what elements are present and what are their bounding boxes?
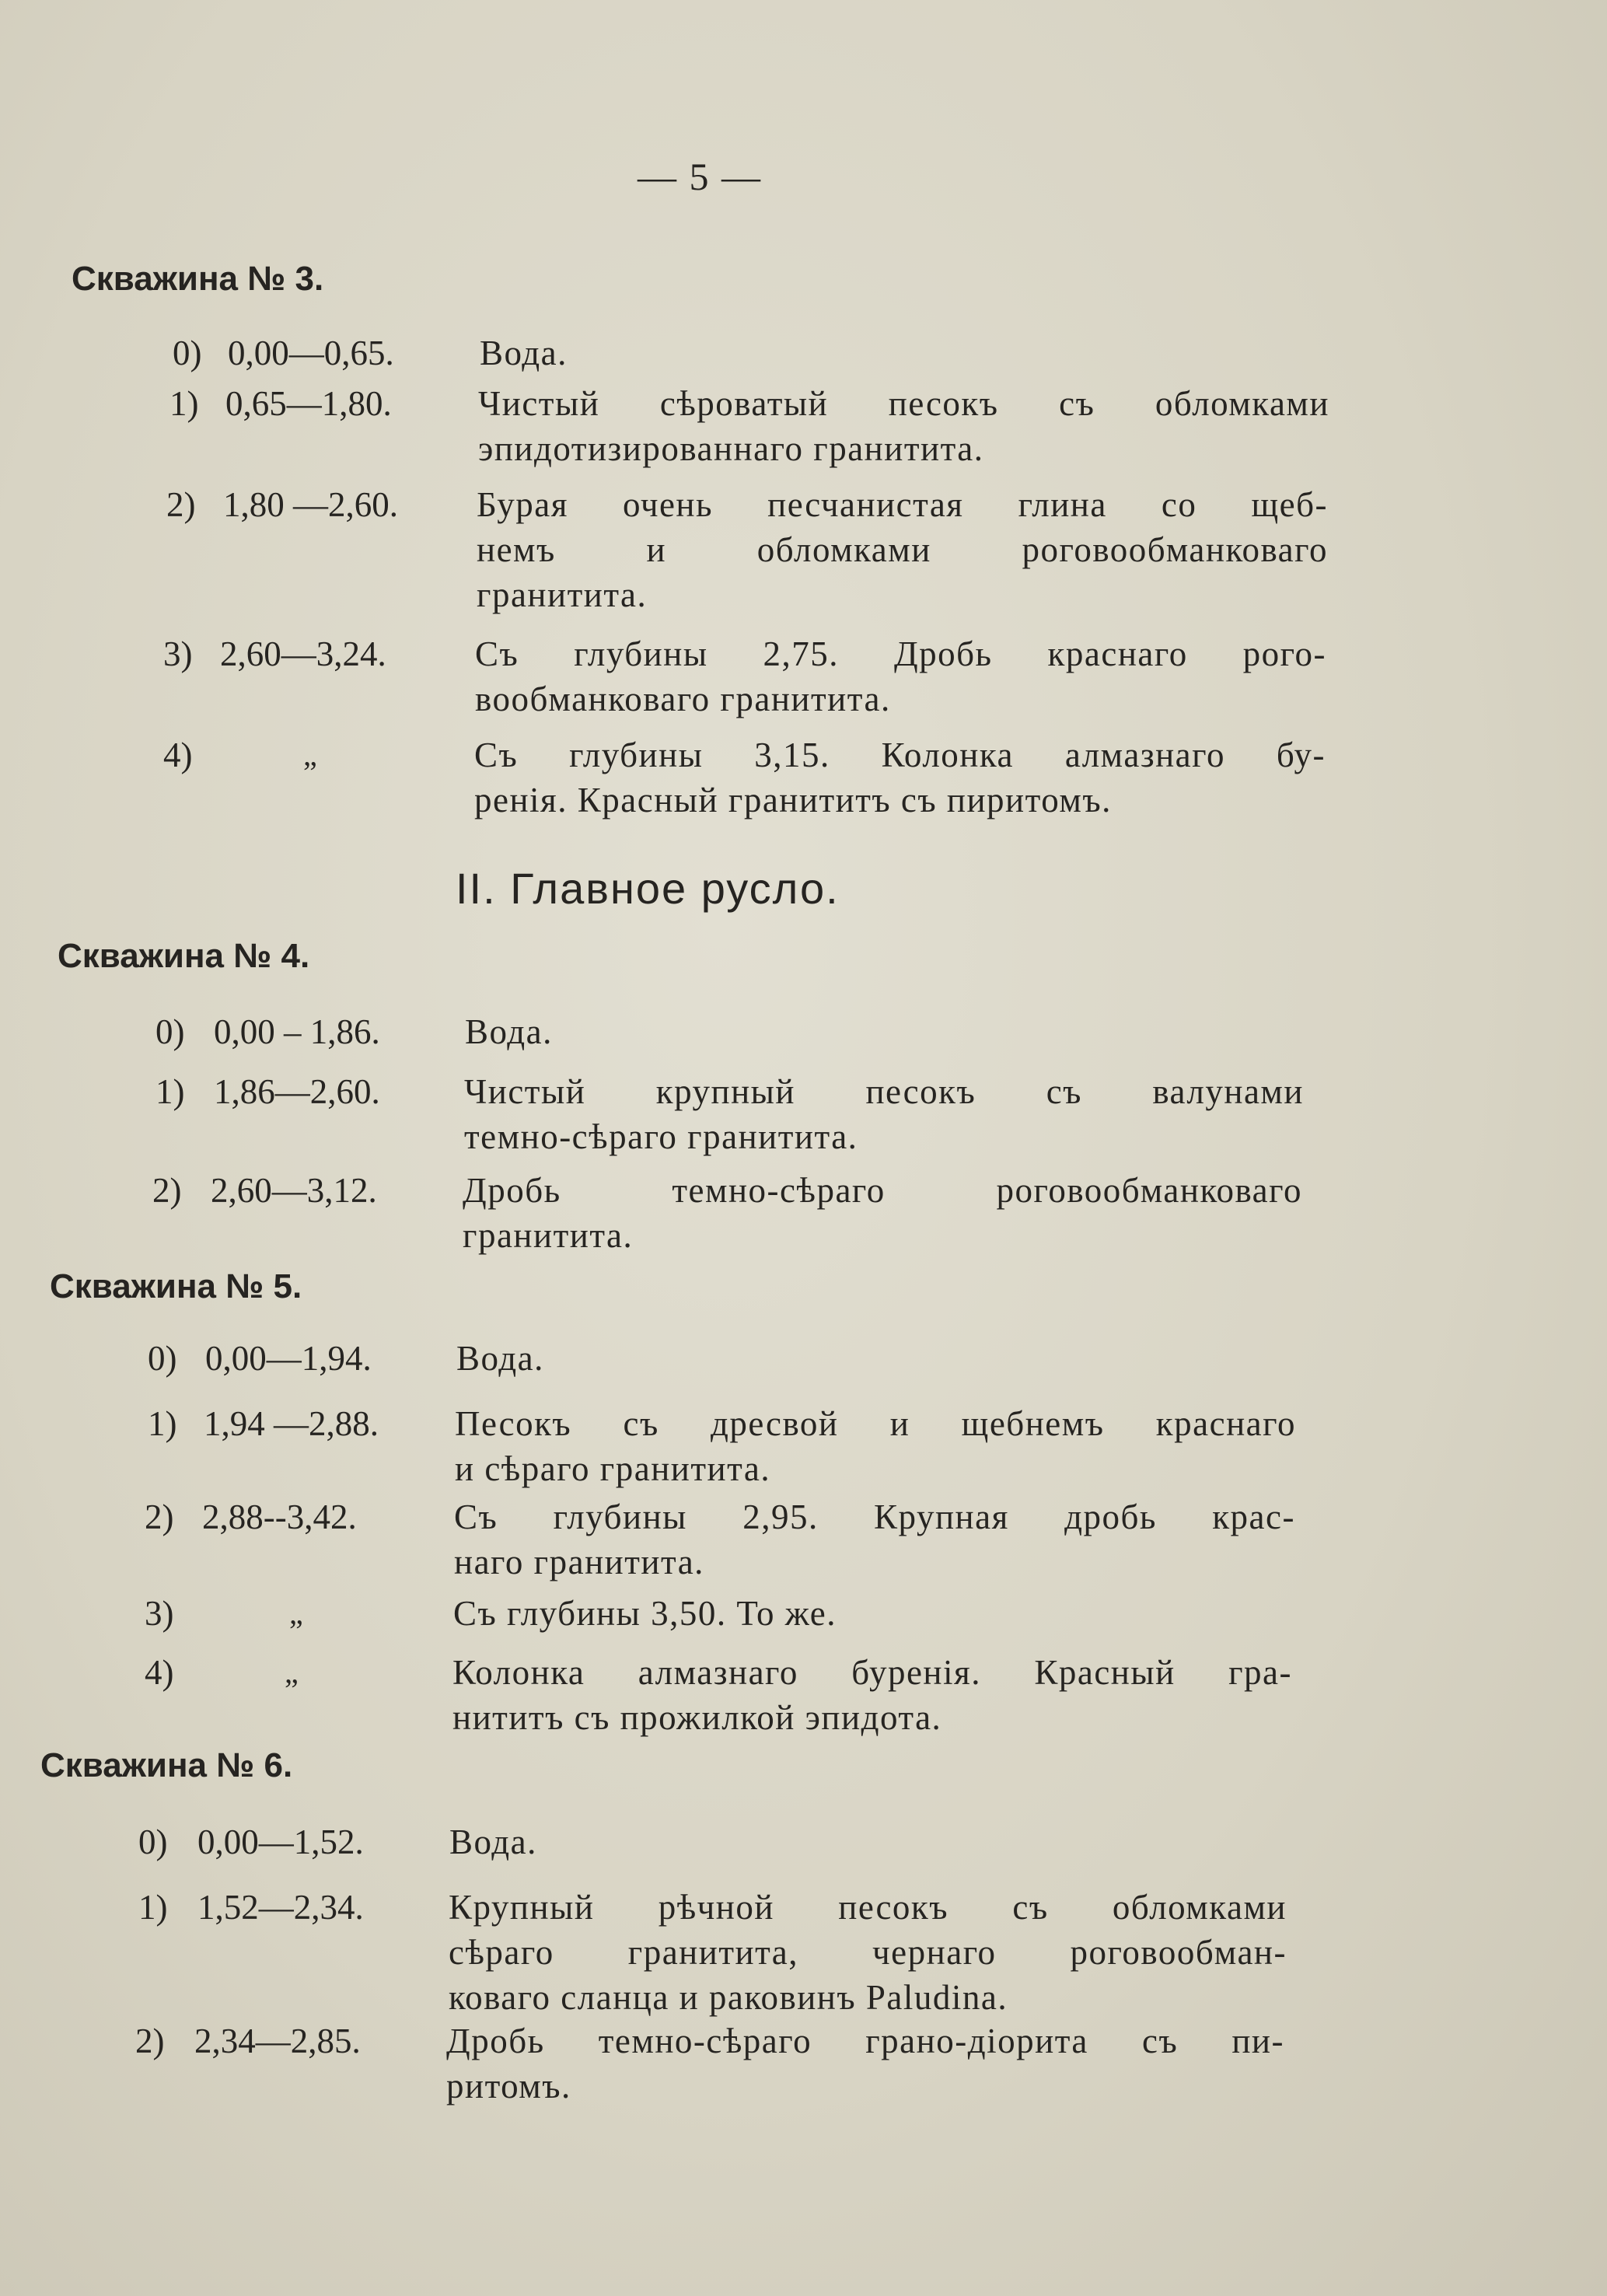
entry-ditto-mark: „ (285, 1655, 299, 1690)
entry-number: 2) (135, 2022, 165, 2060)
entry-depth: 2,60—3,24. (220, 634, 386, 673)
entry-depth: 0,65—1,80. (225, 384, 392, 423)
entry-description (454, 1494, 1295, 1585)
entry-number: 0) (138, 1822, 168, 1861)
entry-description (463, 1168, 1302, 1258)
entry-depth: 2,88--3,42. (202, 1497, 357, 1536)
entry-number: 1) (169, 384, 199, 423)
entry-description (464, 1069, 1304, 1159)
entry-number: 0) (173, 334, 202, 372)
entry-ditto-mark: „ (303, 737, 317, 772)
description-line: Песокъ съ дресвой и щебнемъ краснаго (455, 1404, 1296, 1443)
description-line: Съ глубины 2,95. Крупная дробь крас- (454, 1497, 1295, 1536)
entry-depth: 0,00—0,65. (228, 334, 394, 372)
entry-depth: 1,52—2,34. (197, 1888, 364, 1927)
description-line: нититъ съ прожилкой эпидота. (452, 1698, 942, 1737)
entry-depth: 0,00—1,52. (197, 1822, 364, 1861)
entry-description (477, 482, 1328, 617)
description-line: наго гранитита. (454, 1543, 704, 1581)
entry-description (474, 732, 1326, 823)
description-line: Дробь темно-сѣраго грано-діорита съ пи- (446, 2022, 1284, 2060)
entry-description (449, 1819, 1289, 1864)
description-line: Вода. (480, 334, 568, 372)
entry-number: 2) (166, 485, 196, 524)
entry-description (455, 1401, 1296, 1491)
description-line: ритомъ. (446, 2067, 571, 2106)
description-line: сѣраго гранитита, чернаго роговообман- (449, 1933, 1287, 1972)
entry-description (453, 1591, 1293, 1636)
description-line: Вода. (465, 1012, 553, 1051)
entry-ditto-mark: „ (289, 1595, 303, 1630)
description-line: Вода. (449, 1822, 537, 1861)
entry-depth: 2,34—2,85. (194, 2022, 361, 2060)
description-line: эпидотизированнаго гранитита. (478, 429, 984, 468)
description-line: Колонка алмазнаго буренія. Красный гра- (452, 1653, 1292, 1692)
description-line: Съ глубины 2,75. Дробь краснаго рого- (475, 634, 1326, 673)
entry-number: 1) (138, 1888, 168, 1927)
entry-number: 4) (145, 1653, 174, 1692)
description-line: коваго сланца и раковинъ Paludina. (449, 1978, 1008, 2017)
entry-depth: 0,00—1,94. (205, 1339, 372, 1378)
entry-description (475, 631, 1326, 722)
borehole-heading: Скважина № 4. (58, 937, 310, 975)
entry-description (449, 1885, 1287, 2020)
entry-number: 0) (155, 1012, 185, 1051)
entry-number: 1) (148, 1404, 177, 1443)
description-line: и сѣраго гранитита. (455, 1449, 771, 1488)
description-line: гранитита. (477, 575, 648, 614)
entry-depth: 0,00 – 1,86. (214, 1012, 380, 1051)
description-line: немъ и обломками роговообманковаго (477, 530, 1328, 569)
entry-number: 4) (163, 736, 193, 774)
entry-number: 0) (148, 1339, 177, 1378)
entry-depth: 1,94 —2,88. (204, 1404, 379, 1443)
description-line: Вода. (456, 1339, 544, 1378)
entry-number: 1) (155, 1072, 185, 1111)
description-line: Чистый крупный песокъ съ валунами (464, 1072, 1304, 1111)
entry-depth: 2,60—3,12. (211, 1171, 377, 1210)
entry-depth: 1,80 —2,60. (223, 485, 398, 524)
entry-description (452, 1650, 1292, 1740)
description-line: Съ глубины 3,15. Колонка алмазнаго бу- (474, 736, 1326, 774)
description-line: Бурая очень песчанистая глина со щеб- (477, 485, 1328, 524)
entry-number: 2) (145, 1497, 174, 1536)
borehole-heading: Скважина № 3. (72, 260, 324, 298)
page-number: — 5 — (638, 155, 762, 198)
description-line: Дробь темно-сѣраго роговообманковаго (463, 1171, 1302, 1210)
entry-description (480, 330, 1329, 376)
entry-description (465, 1009, 1305, 1054)
borehole-heading: Скважина № 5. (50, 1267, 302, 1305)
section-title: II. Главное русло. (456, 864, 840, 913)
borehole-heading: Скважина № 6. (40, 1746, 293, 1784)
description-line: Съ глубины 3,50. То же. (453, 1594, 837, 1633)
entry-description (446, 2018, 1284, 2109)
entry-number: 3) (163, 634, 193, 673)
entry-description (456, 1336, 1298, 1381)
description-line: Чистый сѣроватый песокъ съ обломками (478, 384, 1329, 423)
entry-depth: 1,86—2,60. (214, 1072, 380, 1111)
description-line: Крупный рѣчной песокъ съ обломками (449, 1888, 1287, 1927)
description-line: темно-сѣраго гранитита. (464, 1117, 858, 1156)
entry-number: 3) (145, 1594, 174, 1633)
description-line: вообманковаго гранитита. (475, 680, 891, 718)
entry-description (478, 381, 1329, 471)
description-line: гранитита. (463, 1216, 634, 1255)
description-line: ренія. Красный гранититъ съ пиритомъ. (474, 781, 1112, 820)
entry-number: 2) (152, 1171, 182, 1210)
